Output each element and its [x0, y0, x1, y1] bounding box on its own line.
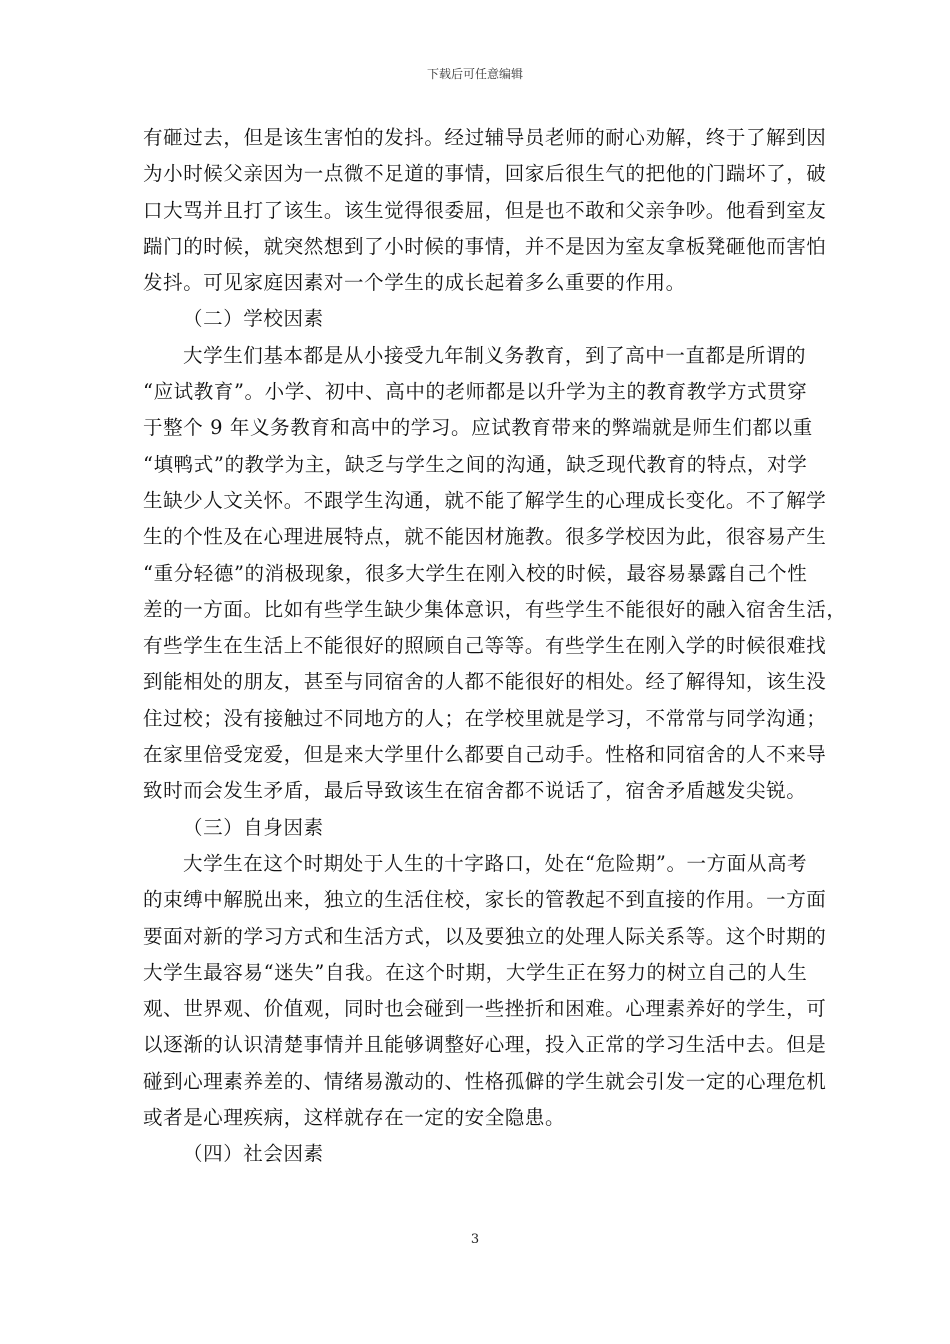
section-heading: （二）学校因素 [183, 307, 324, 331]
body-text-line: 发抖。可见家庭因素对一个学生的成长起着多么重要的作用。 [143, 271, 686, 295]
body-text-line: “填鸭式”的教学为主，缺乏与学生之间的沟通，缺乏现代教育的特点，对学 [143, 452, 808, 476]
document-body [143, 120, 847, 1173]
body-text-line: 有些学生在生活上不能很好的照顾自己等等。有些学生在刚入学的时候很难找 [143, 634, 827, 658]
page-header: 下载后可任意编辑 [426, 67, 523, 81]
body-text-line: 致时而会发生矛盾，最后导致该生在宿舍都不说话了，宿舍矛盾越发尖锐。 [143, 779, 807, 803]
body-text-line: 到能相处的朋友，甚至与同宿舍的人都不能很好的相处。经了解得知，该生没 [143, 670, 827, 694]
body-text-line: 有砸过去，但是该生害怕的发抖。经过辅导员老师的耐心劝解，终于了解到因 [143, 126, 827, 149]
body-text-line: 大学生在这个时期处于人生的十字路口，处在“危险期”。一方面从高考 [183, 851, 808, 875]
body-text-line: 大学生们基本都是从小接受九年制义务教育，到了高中一直都是所谓的 [183, 343, 807, 367]
body-text-line: 住过校；没有接触过不同地方的人；在学校里就是学习，不常常与同学沟通； [143, 706, 827, 730]
body-text-line: 口大骂并且打了该生。该生觉得很委屈，但是也不敢和父亲争吵。他看到室友 [143, 198, 827, 222]
body-text-line: “重分轻德”的消极现象，很多大学生在刚入校的时候，最容易暴露自己个性 [143, 561, 808, 585]
body-text-line: 于整个 9 年义务教育和高中的学习。应试教育带来的弊端就是师生们都以重 [143, 416, 813, 440]
body-text-line: 生的个性及在心理进展特点，就不能因材施教。很多学校因为此，很容易产生 [143, 525, 827, 549]
body-text-line: 为小时候父亲因为一点微不足道的事情，回家后很生气的把他的门踹坏了，破 [143, 162, 827, 186]
section-heading: （三）自身因素 [183, 815, 324, 839]
body-text-line: 差的一方面。比如有些学生缺少集体意识，有些学生不能很好的融入宿舍生活， [143, 597, 847, 621]
body-text-line: 在家里倍受宠爱，但是来大学里什么都要自己动手。性格和同宿舍的人不来导 [143, 743, 827, 767]
body-text-line: 的束缚中解脱出来，独立的生活住校，家长的管教起不到直接的作用。一方面 [143, 888, 827, 912]
section-heading: （四）社会因素 [183, 1142, 324, 1166]
body-text-line: 生缺少人文关怀。不跟学生沟通，就不能了解学生的心理成长变化。不了解学 [143, 488, 827, 512]
page-number: 3 [470, 1232, 480, 1247]
body-text-line: 要面对新的学习方式和生活方式，以及要独立的处理人际关系等。这个时期的 [143, 924, 827, 948]
body-text-line: 观、世界观、价值观，同时也会碰到一些挫折和困难。心理素养好的学生，可 [143, 997, 827, 1021]
body-text-line: 踹门的时候，就突然想到了小时候的事情，并不是因为室友拿板凳砸他而害怕 [143, 234, 827, 258]
body-text-line: 以逐渐的认识清楚事情并且能够调整好心理，投入正常的学习生活中去。但是 [143, 1033, 827, 1057]
body-text-line: “应试教育”。小学、初中、高中的老师都是以升学为主的教育教学方式贯穿 [143, 380, 808, 404]
body-text-line: 或者是心理疾病，这样就存在一定的安全隐患。 [143, 1106, 566, 1130]
body-text-line: 大学生最容易“迷失”自我。在这个时期，大学生正在努力的树立自己的人生 [143, 960, 808, 984]
body-text-line: 碰到心理素养差的、情绪易激动的、性格孤僻的学生就会引发一定的心理危机 [143, 1069, 827, 1093]
